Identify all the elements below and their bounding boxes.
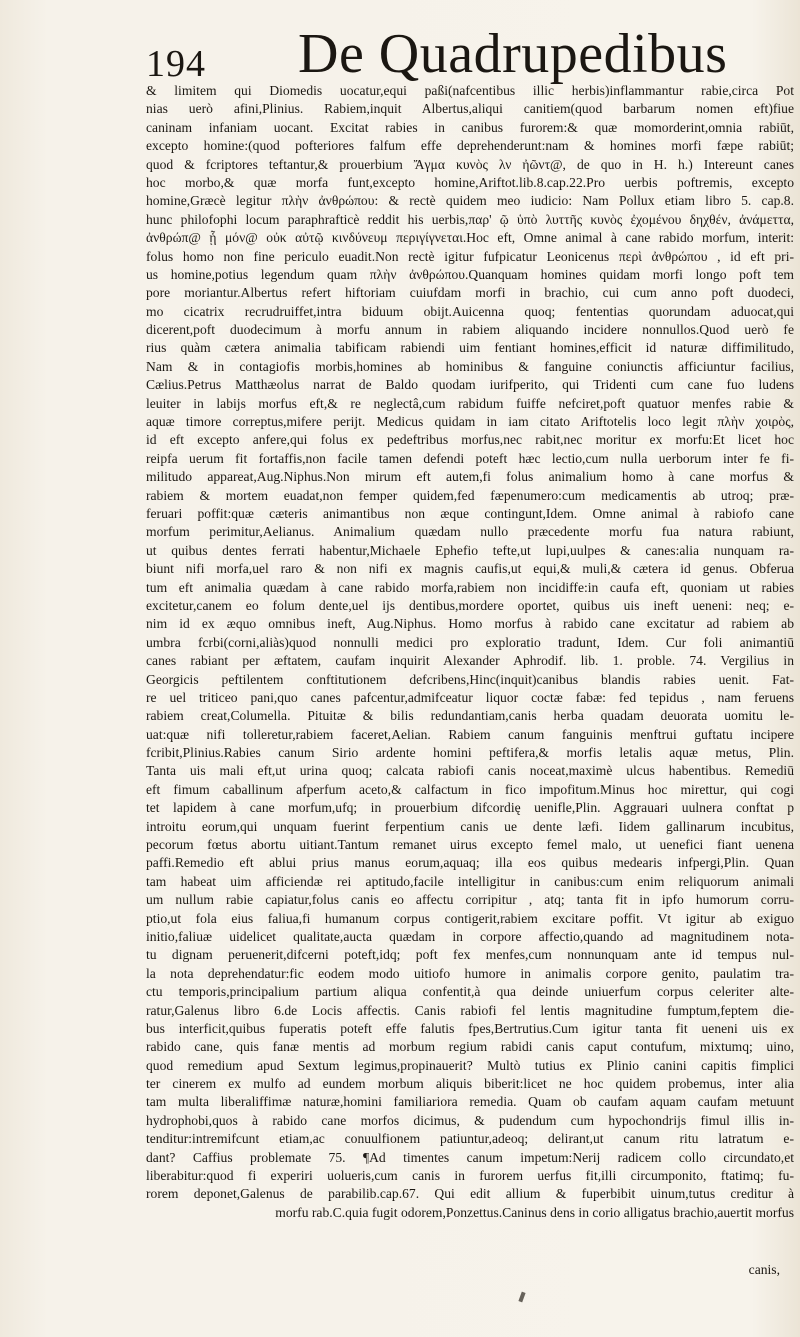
text-line: tam habeat uim afficiendæ rei aptitudo,facile intelligitur in canibus:cum enim reliquorum animali	[146, 873, 794, 889]
text-line: leuiter in labijs morfus eft,& re neglectâ,cum rabidum fuiffe nefciret,poft quatuor menfes rabie &	[146, 395, 794, 411]
text-line: nim id ex æquo omnibus ineft, Aug.Niphus. Homo morfus à rabido cane excitatur ad rabiem ab	[146, 616, 794, 632]
text-line: um nullum rabie capiatur,folus canis eo affectu corripitur , atq; tanta fit in ipfo humorum corru-	[146, 892, 794, 908]
text-line: uat:quæ nifi tolleretur,rabiem faceret,Aelian. Rabiem canum fanguinis menftrui guftatu incipere	[146, 726, 794, 742]
text-line: tenditur:intremifcunt etiam,ac conuulfionem patiuntur,adeoq; delirant,ut canum ritu latratum e-	[146, 1131, 794, 1147]
text-line: morfu rab.C.quia fugit odorem,Ponzettus.Caninus dens in corio alligatus brachio,auertit morfus	[275, 1204, 794, 1220]
text-line: quod & fcriptores teftantur,& prouerbium Ἄγμα κυνὸς λν ἠῶντ@, de quo in H. h.) Intereunt canes	[146, 156, 794, 172]
text-line: ἀνθρώπ@ ᾗ μόν@ οὐκ αὐτῷ κινδύνευμ περιγίγνεται.Hoc eft, Omne animal à cane rabido morfum, interit:	[146, 230, 794, 246]
text-line: pore moriantur.Albertus refert hiftoriam cuiufdam morfi in brachio, cui cum anno poft duodeci,	[146, 285, 794, 301]
text-line: pecorum fœtus abortu uitiant.Tantum remanet uirus excepto femel malo, ut uenefici fiant uenena	[146, 837, 794, 853]
text-line: quod remedium apud Sextum legimus,propinauerit? Multò tutius ex Plinio canini capitis fimplici	[146, 1057, 794, 1073]
text-line: & limitem qui Diomedis uocatur,equi paßi(nafcentibus illic herbis)inflammantur rabie,circa Pot	[146, 83, 794, 98]
text-line: umbra fcrbi(corni,aliàs)quod nonnulli medici pro exploratio tradunt, Idem. Cur foli animantiū	[146, 634, 794, 650]
ink-mark	[518, 1292, 525, 1303]
text-line: aquæ timore correptus,mifere perijt. Medicus quidam in iam citato Ariftotelis loco legit πλὴν χοιρὸς,	[146, 414, 794, 430]
text-line: tum eft animalia quædam à cane rabido morfa,rabiem non incidiffe:in caufa eft, quoniam ut rabies	[146, 579, 794, 595]
text-line: reipfa uerum fit fortaffis,non facile tamen defendi poteft hæc lectio,cum nulla uerborum inter fe fi-	[146, 450, 794, 466]
text-line: initio,faliuæ uidelicet qualitate,aucta quædam in corpore affectio,quando ad magnitudinem nota-	[146, 928, 794, 944]
text-line: hydrophobi,quos à rabido cane morfos dicimus, & pudendum cum hypochondrijs fimul illis in-	[146, 1112, 794, 1128]
text-line: rabiem & mortem euadat,non femper quidem,fed fæpenumero:cum medicamentis ab utroq; præ-	[146, 487, 794, 503]
page-header	[0, 12, 800, 85]
text-line: dant? Caffius problemate 75. ¶Ad timentes canum impetum:Nerij radicem collo circundato,et	[146, 1149, 794, 1165]
text-line: la nota deprehendatur:fic eodem modo uitiofo humore in animalis corpore genito, paulatim tra-	[146, 965, 794, 981]
text-line: id eft excepto anfere,qui folus ex pedeftribus morfus,nec rabit,nec moritur ex morfu:Et licet hoc	[146, 432, 794, 448]
text-line: rorem deponet,Galenus de parabilib.cap.67. Qui edit allium & fuperbibit uinum,tutus creditur à	[146, 1186, 794, 1202]
text-line: ratur,Galenus libro 6.de Locis affectis. Canis rabiofi fel lentis magnitudine fumptum,feptem die-	[146, 1002, 794, 1018]
text-line: ptio,ut fola eius faliua,fi humanum corpus contigerit,rabiem excitare poffit. Vt igitur ab exiguo	[146, 910, 794, 926]
text-line: militudo appareat,Aug.Niphus.Non mirum eft autem,fi folus animalium homo à cane morfus &	[146, 469, 794, 485]
text-line: Georgicis peftilentem conftitutionem defcribens,Hinc(inquit)canibus blandis rabies uenit. Fat-	[146, 671, 794, 687]
text-line: liberabitur:quod fi experiri uolueris,cum canis in furorem uerfus fit,illi circumponito, ftatimq; fu-	[146, 1168, 794, 1184]
text-line: us homine,potius legendum quam πλὴν ἀνθρώπου.Quanquam homines quidam morfi longo poft tem	[146, 266, 794, 282]
text-line: rabido cane, quis fanæ mentis ad morbum regium rabidi canis caput contufum, mixtumq; uino,	[146, 1039, 794, 1055]
text-line: dicerent,poft duodecimum à morfu annum in rabiem aliquando incidere nonnullos.Quod uerò fe	[146, 322, 794, 338]
catchword: canis,	[748, 1262, 780, 1277]
text-line: morfum perimitur,Aelianus. Animalium quædam nullo præcedente morfu fua natura rabiunt,	[146, 524, 794, 540]
text-line: rabiem creat,Columella. Pituitæ & bilis redundantiam,canis herba quadam deuorata uomitu le-	[146, 708, 794, 724]
text-line: re uel triticeo pani,quo canes pafcentur,admifceatur liquor coctæ fabæ: fed tepidus , nam feruens	[146, 689, 794, 705]
text-line: tu dignam peruenerit,difcerni poteft,idq; poft fex menfes,cum nonnunquam ante id tempus nul-	[146, 947, 794, 963]
text-line: tet lapidem à cane morfum,ufq; in prouerbium difcordię uenifle,Plin. Aggrauari uulnera conftat p	[146, 800, 794, 816]
text-line: ut quibus dentes ferrati habentur,Michaele Ephefio tefte,ut lupi,uulpes & canes:alia nunquam ra-	[146, 542, 794, 558]
text-line: canes rabiant per æftatem, caufam inquirit Alexander Aphrodif. lib. 1. proble. 74. Vergilius in	[146, 653, 794, 669]
text-line: rius quàm cætera animalia tabificam rabiendi uim fentiant homines,efficit id naturæ diffimilitudo,	[146, 340, 794, 356]
text-line: ctu temporis,principalium partium aliqua confentit,à qua deinde uniuerfum corpus celeriter alte-	[146, 984, 794, 1000]
text-line: excepto homine:(quod pofteriores falfum effe deprehenderunt:nam & homines morfi fæpe rabiūt;	[146, 138, 794, 154]
text-line: hoc morbo,& quæ morfa funt,excepto homine,Ariftot.lib.8.cap.22.Pro uerbis poftremis, excepto	[146, 174, 794, 190]
text-line: hunc philofophi locum paraphrafticè reddit his uerbis,παρ' ῷ ὑπὸ λυττῆς κυνὸς ἐχομένου δηχθέν, ἀνάμεττα,	[146, 211, 794, 227]
text-line: caninam infaniam uocant. Excitat rabies in canibus furorem:& quæ momorderint,omnia rabiūt,	[146, 119, 794, 135]
text-line: Cælius.Petrus Matthæolus narrat de Baldo quodam iurifperito, qui Tridenti cum cane fuo ludens	[146, 377, 794, 393]
text-line: excitetur,canem eo folum dente,uel ijs dentibus,mordere oportet, quibus uis ineft ueneni: neq; e-	[146, 597, 794, 613]
text-line: ter cinerem ex mulfo ad eundem morbum aliquis biberit:licet ne hoc quidem probemus, inter alia	[146, 1076, 794, 1092]
text-line: nias uerò afini,Plinius. Rabiem,inquit Albertus,aliqui canitiem(quod barbarum nomen eft)fiue	[146, 101, 794, 117]
text-line: biunt nifi morfa,uel raro & non nifi ex magnis caufis,ut equi,& muli,& cætera id genus. Obferua	[146, 561, 794, 577]
text-line: folus homo non fine periculo euadit.Non rectè igitur fufpicatur Leonicenus περὶ ἀνθρώπου , id eft pri-	[146, 248, 794, 264]
text-line: tam multa liberaliffimæ naturæ,homini familiariora remedia. Quam ob caufam aquam caufam metuunt	[146, 1094, 794, 1110]
text-line: bus interficit,quibus fuperatis poteft effe falutis fpes,Bertrutius.Cum igitur tanta fit ueneni uis ex	[146, 1020, 794, 1036]
text-line: introitu eorum,qui unquam fuerint ferpentium canis ue dente læfi. Iidem gallinarum incubitus,	[146, 818, 794, 834]
text-line: Nam & in contagiofis morbis,homines ab hominibus & fanguine coniunctis afficiuntur facilius,	[146, 358, 794, 374]
text-line: paffi.Remedio eft ablui prius manus eorum,aquaq; illa eos quibus medearis infpergi,Plin. Quan	[146, 855, 794, 871]
text-line: fcribit,Plinius.Rabies canum Sirio ardente homini peftifera,& morfis letalis aquæ metus, Plin.	[146, 745, 794, 761]
text-line: mo cicatrix recrudruiffet,intra biduum obijt.Auicenna quoq; fententias quorundam aduocat,qui	[146, 303, 794, 319]
text-line: Tanta uis mali eft,ut urina quoq; calcata rabiofi canis noceat,maximè ulcus habentibus. Remediū	[146, 763, 794, 779]
text-line: eft fimum caballinum afperfum aceto,& calfactum in fico impofitum.Minus hoc mirettur, qui cogi	[146, 781, 794, 797]
text-line: homine,Græcè legitur πλὴν ἀνθρώπου: & rectè quidem meo iudicio: Nam Pollux etiam libro 5. cap.8.	[146, 193, 794, 209]
running-title: De Quadrupedibus	[298, 23, 728, 85]
text-line: feruari poffit:quæ cæteris animantibus non æque contingunt,Idem. Omne animal à rabiofo cane	[146, 505, 794, 521]
body-text	[146, 82, 794, 1222]
page-number: 194	[146, 43, 206, 85]
